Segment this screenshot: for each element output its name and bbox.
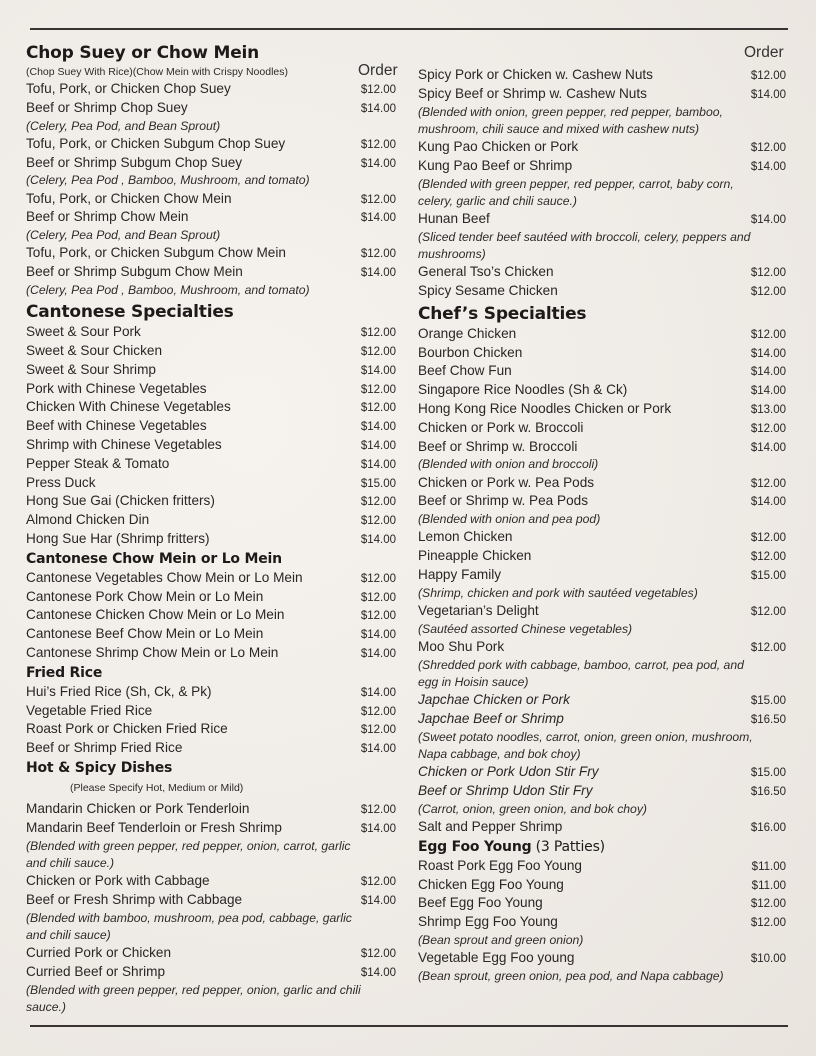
menu-section (418, 66, 790, 301)
item-name: Beef or Shrimp Fried Rice (26, 740, 183, 756)
menu-item (418, 263, 790, 282)
item-name: Hong Sue Gai (Chicken fritters) (26, 493, 215, 509)
section-title-text: Fried Rice (26, 664, 103, 681)
section-title (26, 301, 406, 323)
menu-item (418, 547, 790, 566)
menu-item (26, 683, 406, 702)
menu-item (418, 419, 790, 438)
item-price: $12.00 (360, 875, 396, 888)
item-name: Beef Chow Fun (418, 363, 512, 379)
item-price: $14.00 (360, 966, 396, 979)
section-title-text: Chef’s Specialties (418, 303, 587, 324)
item-price: $16.50 (750, 785, 786, 798)
menu-item (26, 720, 406, 739)
item-name: Lemon Chicken (418, 529, 513, 545)
section-title (26, 664, 406, 683)
item-description: (Bean sprout and green onion) (418, 932, 584, 947)
item-price: $12.00 (750, 267, 786, 280)
menu-item (26, 606, 406, 625)
menu-item (26, 154, 406, 190)
menu-item (418, 528, 790, 547)
item-price: $14.00 (360, 686, 396, 699)
item-name: Hui’s Fried Rice (Sh, Ck, & Pk) (26, 683, 212, 699)
section-title-text: Cantonese Specialties (26, 302, 234, 323)
item-name: Hunan Beef (418, 211, 490, 226)
left-sections (26, 42, 406, 1016)
item-price: $12.00 (360, 383, 396, 396)
item-name: Spicy Beef or Shrimp w. Cashew Nuts (418, 85, 647, 101)
menu-item (26, 963, 406, 1016)
menu-item (418, 344, 790, 363)
item-name: Beef or Shrimp w. Broccoli (418, 438, 578, 454)
menu-item (418, 66, 790, 85)
item-price: $15.00 (750, 569, 786, 582)
item-name: Beef with Chinese Vegetables (26, 418, 207, 434)
item-description: (Celery, Pea Pod , Bamboo, Mushroom, and tomato) (26, 282, 310, 297)
menu-item (418, 282, 790, 301)
item-price: $16.50 (750, 713, 786, 726)
item-description: (Bean sprout, green onion, pea pod, and Napa cabbage) (418, 968, 724, 983)
item-price: $12.00 (360, 84, 396, 96)
menu-item (26, 588, 406, 607)
item-price: $12.00 (750, 477, 786, 490)
menu-item (418, 138, 790, 157)
item-name: Press Duck (26, 474, 96, 490)
section-note: (Chop Suey With Rice)(Chow Mein with Crispy Noodles) (26, 66, 288, 78)
item-name: Roast Pork or Chicken Fried Rice (26, 721, 228, 737)
item-name: Tofu, Pork, or Chicken Subgum Chow Mein (26, 245, 286, 261)
menu-item (418, 85, 790, 138)
item-name: Salt and Pepper Shrimp (418, 818, 563, 834)
menu-item (26, 417, 406, 436)
item-description: (Sautéed assorted Chinese vegetables) (418, 621, 633, 636)
item-name: Vegetarian’s Delight (418, 602, 539, 618)
section-note: (Please Specify Hot, Medium or Mild) (70, 781, 244, 794)
menu-item (26, 492, 406, 511)
menu-item (26, 474, 406, 493)
menu-item (26, 436, 406, 455)
item-price: $14.00 (750, 214, 786, 226)
order-column-label: Order (358, 62, 398, 79)
menu-item (26, 135, 406, 154)
menu-item (418, 857, 790, 876)
menu-item (26, 455, 406, 474)
menu-right-column (418, 44, 790, 985)
item-name: Spicy Sesame Chicken (418, 283, 558, 298)
menu-item (26, 263, 406, 299)
item-price: $12.00 (360, 402, 396, 415)
menu-item (418, 782, 790, 818)
item-price: $14.00 (360, 894, 396, 907)
menu-section (26, 664, 406, 758)
menu-item (26, 800, 406, 819)
item-price: $12.00 (360, 515, 396, 528)
item-price: $12.00 (360, 572, 396, 585)
bottom-rule (30, 1025, 788, 1027)
section-title-text: Cantonese Chow Mein or Lo Mein (26, 550, 282, 567)
item-price: $14.00 (360, 822, 396, 835)
menu-item (26, 99, 406, 135)
item-price: $14.00 (750, 366, 786, 379)
section-title-suffix: (3 Patties) (531, 838, 605, 855)
item-name: Kung Pao Chicken or Pork (418, 139, 579, 154)
menu-section (418, 303, 790, 837)
menu-item (26, 380, 406, 399)
item-name: Beef or Shrimp Subgum Chop Suey (26, 154, 243, 170)
menu-item (26, 190, 406, 209)
menu-item (418, 691, 790, 710)
item-name: Japchae Beef or Shrimp (418, 710, 564, 726)
item-price: $14.00 (360, 267, 396, 280)
item-name: Sweet & Sour Chicken (26, 342, 163, 358)
order-column-label: Order (744, 44, 784, 61)
menu-item (418, 381, 790, 400)
item-name: Hong Kong Rice Noodles Chicken or Pork (418, 400, 672, 416)
item-name: Beef or Shrimp Chow Mein (26, 209, 189, 225)
item-name: Vegetable Fried Rice (26, 702, 153, 718)
item-price: $12.00 (750, 917, 786, 930)
item-name: Curried Pork or Chicken (26, 944, 172, 960)
item-price: $14.00 (360, 102, 396, 115)
item-description: (Shrimp, chicken and pork with sautéed vegetables) (418, 585, 698, 600)
menu-item (418, 492, 790, 528)
item-price: $14.00 (360, 458, 396, 471)
item-name: Chicken Egg Foo Young (418, 876, 564, 892)
menu-item (26, 944, 406, 963)
item-price: $16.00 (750, 821, 786, 834)
item-price: $12.00 (360, 610, 396, 623)
item-name: Cantonese Beef Chow Mein or Lo Mein (26, 626, 264, 642)
menu-left-column (26, 40, 406, 1016)
item-price: $12.00 (750, 328, 786, 341)
menu-item (26, 891, 406, 944)
menu-item (418, 763, 790, 782)
item-name: Pineapple Chicken (418, 548, 532, 564)
item-description: (Blended with onion and pea pod) (418, 512, 601, 527)
item-price: $14.00 (360, 743, 396, 756)
section-title-text: Chop Suey or Chow Mein (26, 43, 260, 63)
menu-item (418, 638, 790, 691)
item-name: Cantonese Shrimp Chow Mein or Lo Mein (26, 644, 279, 660)
item-price: $14.00 (360, 647, 396, 660)
item-price: $14.00 (750, 347, 786, 360)
menu-item (418, 710, 790, 763)
menu-item (418, 913, 790, 949)
item-name: Japchae Chicken or Pork (418, 692, 570, 708)
item-name: Singapore Rice Noodles (Sh & Ck) (418, 382, 628, 398)
item-description: (Celery, Pea Pod, and Bean Sprout) (26, 228, 221, 243)
menu-item (26, 208, 406, 244)
item-name: Vegetable Egg Foo young (418, 950, 575, 966)
item-name: Pork with Chinese Vegetables (26, 380, 207, 396)
section-title-text: Hot & Spicy Dishes (26, 759, 173, 776)
item-price: $13.00 (750, 403, 786, 416)
item-name: Tofu, Pork, or Chicken Chow Mein (26, 190, 232, 206)
item-name: Sweet & Sour Shrimp (26, 361, 156, 377)
item-description: (Blended with onion, green pepper, red pepper, bamboo, mushroom, chili sauce and mixed with cashew nuts) (418, 104, 723, 136)
menu-section (26, 42, 406, 299)
item-price: $12.00 (360, 724, 396, 737)
item-price: $12.00 (750, 641, 786, 654)
item-price: $14.00 (750, 441, 786, 454)
item-name: Mandarin Beef Tenderloin or Fresh Shrimp (26, 819, 282, 835)
menu-item (26, 361, 406, 380)
menu-item (26, 398, 406, 417)
item-price: $14.00 (360, 629, 396, 642)
item-description: (Celery, Pea Pod , Bamboo, Mushroom, and tomato) (26, 173, 310, 188)
item-name: Chicken or Pork w. Pea Pods (418, 474, 595, 490)
item-name: Chicken or Pork Udon Stir Fry (418, 764, 599, 780)
item-price: $14.00 (360, 364, 396, 377)
item-description: (Blended with onion and broccoli) (418, 457, 599, 472)
item-name: Mandarin Chicken or Pork Tenderloin (26, 800, 250, 816)
item-name: Shrimp with Chinese Vegetables (26, 436, 222, 452)
item-description: (Celery, Pea Pod, and Bean Sprout) (26, 118, 221, 133)
menu-item (26, 819, 406, 872)
item-price: $15.00 (750, 695, 786, 708)
menu-item (418, 566, 790, 602)
item-price: $12.00 (360, 345, 396, 358)
menu-item (26, 244, 406, 263)
menu-item (26, 872, 406, 891)
menu-item (26, 625, 406, 644)
menu-item (418, 894, 790, 913)
item-description: (Blended with green pepper, red pepper, onion, carrot, garlic and chili sauce.) (26, 838, 351, 870)
item-price: $11.00 (751, 879, 786, 892)
item-name: Chicken or Pork w. Broccoli (418, 419, 584, 435)
menu-item (26, 323, 406, 342)
item-price: $12.00 (750, 286, 786, 298)
item-price: $12.00 (360, 138, 396, 151)
section-title (418, 838, 790, 857)
item-price: $12.00 (750, 605, 786, 618)
section-title (26, 42, 406, 64)
item-price: $12.00 (750, 142, 786, 154)
item-price: $12.00 (360, 193, 396, 206)
item-name: Beef or Shrimp w. Pea Pods (418, 493, 589, 509)
item-price: $10.00 (750, 953, 786, 966)
item-price: $14.00 (750, 88, 786, 101)
item-name: Beef or Shrimp Subgum Chow Mein (26, 264, 243, 280)
menu-item (26, 530, 406, 549)
right-sections (418, 44, 790, 985)
menu-item (26, 644, 406, 663)
item-price: $12.00 (360, 705, 396, 718)
item-name: Beef or Shrimp Udon Stir Fry (418, 782, 593, 798)
menu-item (26, 342, 406, 361)
item-price: $11.00 (751, 860, 786, 873)
item-price: $12.00 (750, 551, 786, 564)
item-description: (Blended with bamboo, mushroom, pea pod, cabbage, garlic and chili sauce) (26, 910, 352, 942)
item-name: Almond Chicken Din (26, 512, 150, 528)
item-price: $14.00 (360, 157, 396, 170)
item-name: Chicken or Pork with Cabbage (26, 872, 210, 888)
item-name: Moo Shu Pork (418, 638, 505, 654)
item-name: Spicy Pork or Chicken w. Cashew Nuts (418, 67, 653, 82)
item-name: Cantonese Pork Chow Mein or Lo Mein (26, 588, 264, 604)
item-name: Kung Pao Beef or Shrimp (418, 157, 573, 173)
item-price: $14.00 (360, 533, 396, 546)
item-price: $14.00 (750, 385, 786, 398)
item-name: Tofu, Pork, or Chicken Subgum Chop Suey (26, 135, 286, 151)
item-price: $14.00 (360, 421, 396, 434)
menu-item (418, 602, 790, 638)
menu-section (26, 550, 406, 663)
item-name: Curried Beef or Shrimp (26, 963, 166, 979)
item-name: Tofu, Pork, or Chicken Chop Suey (26, 81, 231, 96)
menu-item (418, 157, 790, 210)
item-price: $12.00 (360, 327, 396, 340)
item-price: $12.00 (360, 248, 396, 261)
item-price: $14.00 (750, 160, 786, 173)
menu-section (418, 838, 790, 985)
item-name: Pepper Steak & Tomato (26, 455, 170, 471)
menu-item (418, 325, 790, 344)
item-name: Cantonese Vegetables Chow Mein or Lo Mein (26, 569, 303, 585)
menu-item (418, 210, 790, 263)
item-description: (Sweet potato noodles, carrot, onion, green onion, mushroom, Napa cabbage, and bok choy) (418, 729, 753, 761)
section-title (26, 759, 406, 778)
section-title-text: Egg Foo Young (418, 838, 532, 855)
menu-section (26, 759, 406, 1016)
item-name: Happy Family (418, 566, 502, 582)
menu-item (418, 876, 790, 895)
item-price: $15.00 (360, 477, 396, 490)
menu-item (418, 474, 790, 493)
item-price: $15.00 (750, 767, 786, 780)
item-name: Bourbon Chicken (418, 344, 523, 360)
item-price: $12.00 (360, 803, 396, 816)
item-name: Beef Egg Foo Young (418, 895, 543, 911)
menu-item (418, 362, 790, 381)
item-name: Roast Pork Egg Foo Young (418, 857, 582, 873)
section-title (418, 303, 790, 325)
menu-item (418, 818, 790, 837)
item-price: $12.00 (750, 422, 786, 435)
section-title (26, 550, 406, 569)
item-description: (Blended with green pepper, red pepper, carrot, baby corn, celery, garlic and chili sauce.) (418, 176, 734, 208)
top-rule (30, 28, 788, 30)
item-price: $12.00 (750, 898, 786, 911)
menu-item (26, 569, 406, 588)
item-price: $12.00 (750, 532, 786, 545)
item-price: $14.00 (360, 212, 396, 225)
item-name: Cantonese Chicken Chow Mein or Lo Mein (26, 607, 285, 623)
item-name: Beef or Shrimp Chop Suey (26, 99, 188, 115)
menu-item (418, 400, 790, 419)
item-price: $12.00 (360, 947, 396, 960)
item-price: $12.00 (750, 70, 786, 82)
item-price: $12.00 (360, 591, 396, 604)
item-name: Beef or Fresh Shrimp with Cabbage (26, 891, 243, 907)
item-description: (Sliced tender beef sautéed with broccoli, celery, peppers and mushrooms) (418, 229, 751, 261)
item-price: $14.00 (750, 496, 786, 509)
item-name: Hong Sue Har (Shrimp fritters) (26, 530, 210, 546)
item-price: $14.00 (360, 439, 396, 452)
item-description: (Shredded pork with cabbage, bamboo, carrot, pea pod, and egg in Hoisin sauce) (418, 657, 744, 689)
menu-section (26, 301, 406, 549)
menu-item (418, 438, 790, 474)
item-name: Sweet & Sour Pork (26, 324, 141, 340)
item-name: Shrimp Egg Foo Young (418, 914, 558, 930)
item-name: Orange Chicken (418, 325, 517, 341)
item-description: (Blended with green pepper, red pepper, onion, garlic and chili sauce.) (26, 982, 361, 1014)
menu-item (26, 80, 406, 99)
menu-item (26, 511, 406, 530)
menu-item (418, 949, 790, 985)
item-description: (Carrot, onion, green onion, and bok choy) (418, 801, 647, 816)
menu-item (26, 739, 406, 758)
item-price: $12.00 (360, 496, 396, 509)
item-name: Chicken With Chinese Vegetables (26, 399, 231, 415)
menu-item (26, 702, 406, 721)
item-name: General Tso’s Chicken (418, 264, 554, 280)
